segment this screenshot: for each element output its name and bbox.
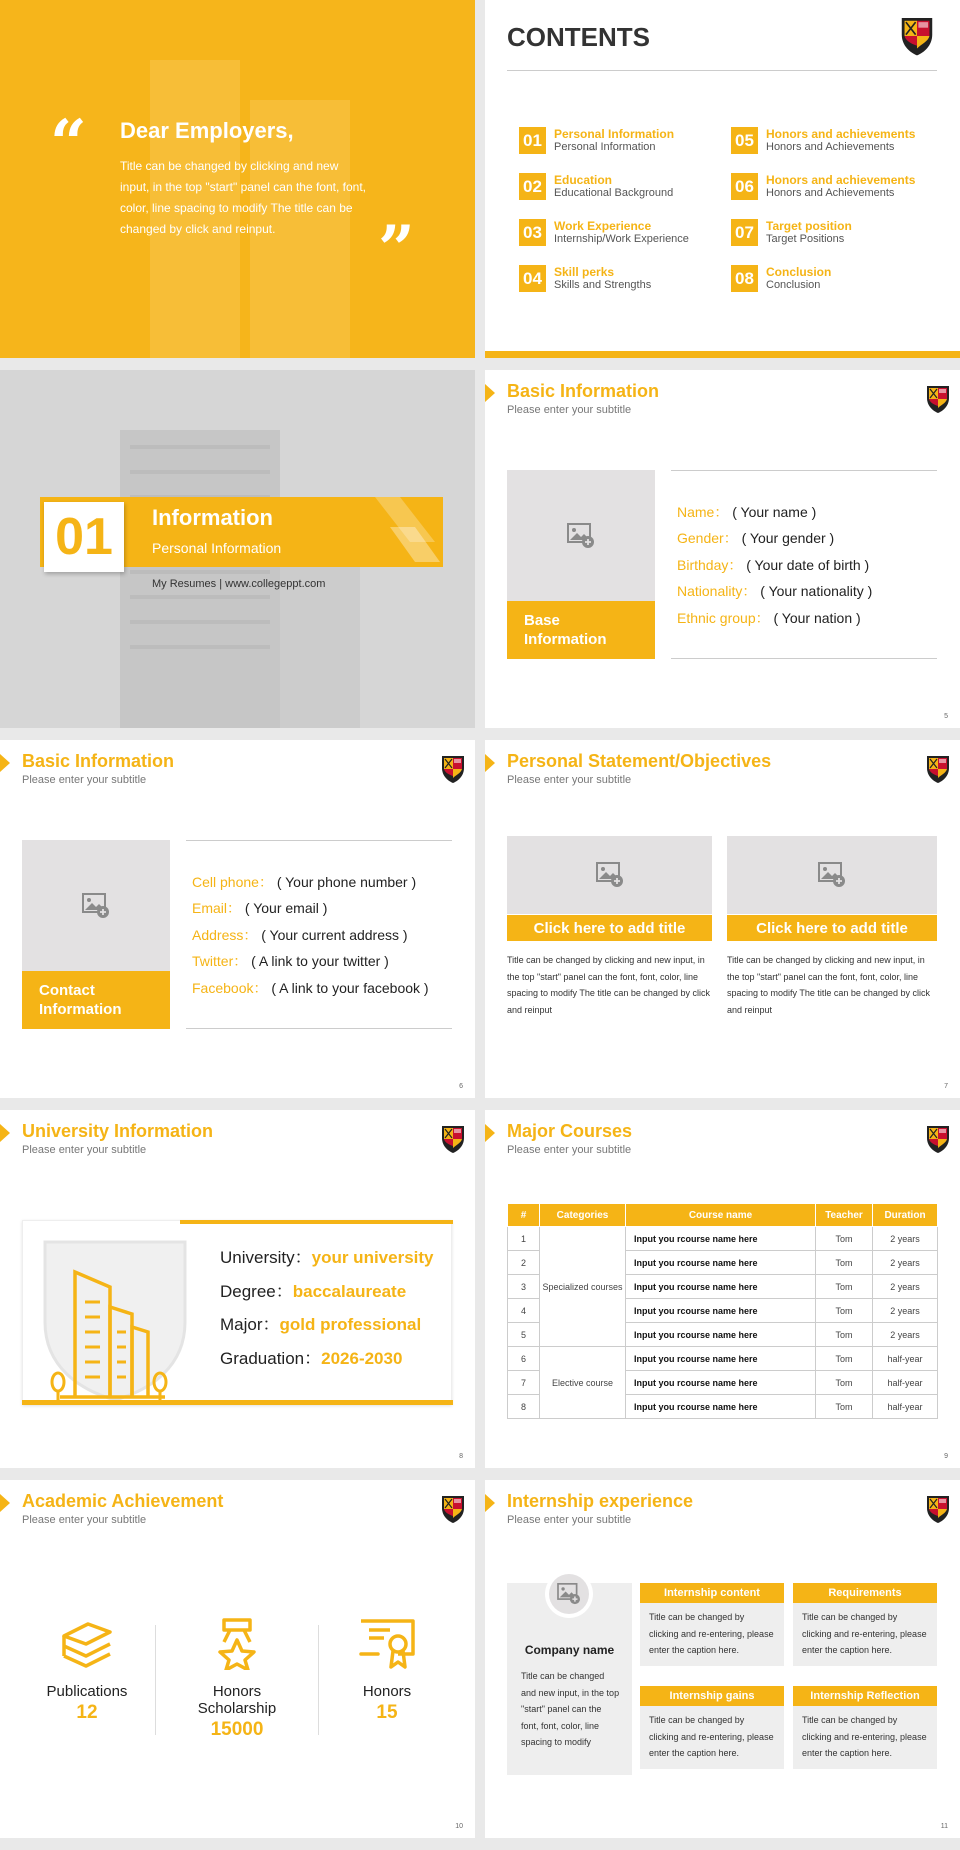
toc-item[interactable]	[519, 127, 674, 154]
slide-title: Personal Statement/Objectives	[507, 751, 772, 771]
toc-number: 02	[519, 173, 546, 200]
divider	[186, 840, 452, 841]
title-arrow-icon	[0, 1494, 10, 1512]
slide-dear-employers	[0, 0, 475, 358]
column-header: #	[508, 1204, 540, 1227]
box-body: Title can be changed by clicking and re-entering, please enter the caption here.	[649, 1612, 774, 1655]
page-number: 9	[944, 1453, 948, 1460]
internship-box	[793, 1583, 937, 1666]
info-label: Contact Information	[22, 971, 170, 1029]
toc-item[interactable]	[731, 265, 831, 292]
university-crest-icon	[925, 384, 951, 414]
achievement-item	[322, 1618, 452, 1724]
add-image-icon	[82, 893, 110, 919]
building-icon	[40, 1232, 190, 1402]
course-name: Input you rcourse name here	[626, 1323, 816, 1347]
medal-icon	[208, 1618, 266, 1670]
section-subtitle: Personal Information	[152, 540, 282, 556]
add-image-icon	[818, 862, 846, 888]
university-row	[220, 1243, 434, 1268]
company-body: Title can be changed and new input, in the top "start" panel can the font, font, color, line spacing to modify	[521, 1671, 620, 1747]
achievement-value: 12	[76, 1702, 98, 1723]
card-body: Title can be changed by clicking and new input, in the top "start" panel can the font, font, color, line spacing to modify The title can be changed by click and reinput	[507, 955, 710, 1015]
info-label: Base Information	[507, 601, 655, 659]
course-name: Input you rcourse name here	[626, 1227, 816, 1251]
divider	[186, 1028, 452, 1029]
teacher: Tom	[816, 1299, 873, 1323]
row-number: 3	[508, 1275, 540, 1299]
toc-subtitle: Honors and Achievements	[766, 140, 895, 153]
add-image-icon	[557, 1583, 581, 1605]
info-key: Twitter：	[192, 953, 248, 969]
greeting-body: Title can be changed by clicking and new input, in the top "start" panel can the font, font, color, line spacing to modify The title can be changed by click and reinput.	[120, 159, 367, 236]
teacher: Tom	[816, 1371, 873, 1395]
info-row	[677, 555, 869, 575]
books-icon	[58, 1618, 116, 1670]
toc-subtitle: Personal Information	[554, 140, 656, 153]
course-name: Input you rcourse name here	[626, 1275, 816, 1299]
toc-number: 06	[731, 173, 758, 200]
card-body: Title can be changed by clicking and new input, in the top "start" panel can the font, font, color, line spacing to modify The title can be changed by click and reinput	[727, 955, 930, 1015]
title-arrow-icon	[485, 1494, 495, 1512]
duration: half-year	[873, 1347, 938, 1371]
image-placeholder[interactable]	[507, 836, 712, 914]
toc-subtitle: Educational Background	[554, 186, 674, 199]
info-value: ( Your nation )	[773, 610, 861, 626]
slide-major-courses	[485, 1110, 960, 1468]
slide-subtitle: Please enter your subtitle	[507, 774, 632, 786]
toc-subtitle: Conclusion	[766, 278, 821, 291]
page-number: 11	[940, 1823, 948, 1830]
slide-section-header	[0, 370, 475, 728]
info-key: Ethnic group：	[677, 610, 770, 626]
toc-number: 07	[731, 219, 758, 246]
info-key: Cell phone：	[192, 874, 273, 890]
toc-item[interactable]	[519, 173, 673, 200]
info-key: Email：	[192, 900, 242, 916]
title-arrow-icon	[485, 754, 495, 772]
achievement-label: Honors Scholarship	[197, 1683, 277, 1717]
toc-number: 04	[519, 265, 546, 292]
achievement-item	[172, 1618, 302, 1741]
internship-box	[640, 1686, 784, 1769]
category-cell: Specialized courses	[540, 1227, 626, 1347]
row-number: 6	[508, 1347, 540, 1371]
info-key: Name：	[677, 504, 729, 520]
card-title-button[interactable]: Click here to add title	[507, 915, 712, 941]
duration: 2 years	[873, 1299, 938, 1323]
divider	[671, 658, 937, 659]
column-header: Categories	[540, 1204, 626, 1227]
info-value: ( A link to your facebook )	[271, 980, 429, 996]
achievement-item	[22, 1618, 152, 1724]
table-header	[508, 1204, 938, 1227]
box-title: Requirements	[793, 1583, 937, 1603]
box-body: Title can be changed by clicking and re-entering, please enter the caption here.	[802, 1612, 927, 1655]
row-value: baccalaureate	[292, 1282, 407, 1301]
accent-bar	[180, 1220, 453, 1224]
row-key: Graduation：	[220, 1349, 322, 1368]
column-header: Duration	[873, 1204, 938, 1227]
row-number: 8	[508, 1395, 540, 1419]
company-name: Company name	[524, 1643, 615, 1657]
toc-title: Conclusion	[766, 264, 832, 279]
info-key: Birthday：	[677, 557, 743, 573]
duration: half-year	[873, 1395, 938, 1419]
info-key: Facebook：	[192, 980, 268, 996]
title-arrow-icon	[485, 1124, 495, 1142]
duration: 2 years	[873, 1251, 938, 1275]
slide-university-information	[0, 1110, 475, 1468]
slide-academic-achievement	[0, 1480, 475, 1838]
duration: 2 years	[873, 1227, 938, 1251]
university-crest-icon	[925, 1494, 951, 1524]
toc-item[interactable]	[731, 219, 852, 246]
teacher: Tom	[816, 1251, 873, 1275]
row-key: University：	[220, 1248, 312, 1267]
category-cell: Elective course	[540, 1347, 626, 1419]
achievement-value: 15000	[210, 1719, 264, 1740]
page-number: 8	[459, 1453, 463, 1460]
row-value: gold professional	[279, 1315, 422, 1334]
box-title: Internship Reflection	[793, 1686, 937, 1706]
university-crest-icon	[925, 1124, 951, 1154]
slide-title: University Information	[22, 1121, 214, 1141]
info-value: ( Your date of birth )	[746, 557, 870, 573]
divider	[507, 70, 937, 71]
toc-number: 05	[731, 127, 758, 154]
duration: 2 years	[873, 1323, 938, 1347]
info-row	[677, 528, 834, 548]
close-quote-icon: ”	[378, 212, 415, 287]
info-value: ( A link to your twitter )	[251, 953, 389, 969]
toc-title: Skill perks	[554, 264, 615, 279]
greeting-heading: Dear Employers,	[120, 118, 294, 143]
slide-subtitle: Please enter your subtitle	[507, 1144, 632, 1156]
achievement-label: Honors	[362, 1683, 412, 1700]
toc-title: Work Experience	[554, 218, 652, 233]
course-name: Input you rcourse name here	[626, 1347, 816, 1371]
row-value: 2026-2030	[321, 1349, 403, 1368]
row-key: Major：	[220, 1315, 280, 1334]
toc-title: Honors and achievements	[766, 172, 916, 187]
info-value: ( Your phone number )	[276, 874, 417, 890]
toc-item[interactable]	[731, 173, 915, 200]
image-placeholder[interactable]	[507, 470, 655, 602]
section-title: Information	[152, 505, 273, 530]
teacher: Tom	[816, 1347, 873, 1371]
row-key: Degree：	[220, 1282, 293, 1301]
teacher: Tom	[816, 1323, 873, 1347]
page-number: 6	[459, 1083, 463, 1090]
teacher: Tom	[816, 1227, 873, 1251]
course-name: Input you rcourse name here	[626, 1395, 816, 1419]
slide-title: Internship experience	[507, 1491, 694, 1511]
duration: half-year	[873, 1371, 938, 1395]
slide-contact-information	[0, 740, 475, 1098]
info-row	[192, 898, 327, 918]
slide-contents	[485, 0, 960, 358]
toc-title: Target position	[766, 218, 852, 233]
slide-title: Basic Information	[507, 381, 660, 401]
duration: 2 years	[873, 1275, 938, 1299]
column-header: Teacher	[816, 1204, 873, 1227]
internship-box	[640, 1583, 784, 1666]
table-row	[508, 1347, 938, 1371]
section-footer: My Resumes | www.collegeppt.com	[152, 578, 326, 590]
box-title: Internship gains	[640, 1686, 784, 1706]
slide-subtitle: Please enter your subtitle	[22, 1514, 147, 1526]
page-number: 10	[455, 1823, 463, 1830]
toc-item[interactable]	[731, 127, 915, 154]
info-row	[677, 502, 816, 522]
info-row	[192, 925, 408, 945]
info-value: ( Your current address )	[261, 927, 408, 943]
page-number: 5	[944, 713, 948, 720]
image-placeholder[interactable]	[22, 840, 170, 972]
contents-title: CONTENTS	[507, 22, 650, 52]
internship-box	[793, 1686, 937, 1769]
toc-subtitle: Target Positions	[766, 232, 845, 245]
toc-subtitle: Skills and Strengths	[554, 278, 652, 291]
company-avatar[interactable]	[545, 1570, 593, 1618]
row-number: 4	[508, 1299, 540, 1323]
row-value: your university	[311, 1248, 434, 1267]
card-title-button[interactable]: Click here to add title	[727, 915, 937, 941]
info-row	[192, 951, 389, 971]
divider	[155, 1625, 156, 1735]
slide-internship-experience	[485, 1480, 960, 1838]
add-image-icon	[567, 523, 595, 549]
toc-title: Honors and achievements	[766, 126, 916, 141]
section-number: 01	[44, 502, 124, 572]
courses-table	[507, 1203, 938, 1419]
toc-number: 01	[519, 127, 546, 154]
toc-subtitle: Internship/Work Experience	[554, 232, 689, 245]
achievement-label: Publications	[46, 1683, 128, 1700]
box-body: Title can be changed by clicking and re-entering, please enter the caption here.	[649, 1715, 774, 1758]
info-row	[192, 978, 429, 998]
toc-number: 08	[731, 265, 758, 292]
info-row	[677, 608, 861, 628]
university-crest-icon	[925, 754, 951, 784]
university-crest-icon	[440, 1124, 466, 1154]
slide-basic-information	[485, 370, 960, 728]
toc-title: Personal Information	[554, 126, 675, 141]
accent-bar	[485, 351, 960, 358]
row-number: 7	[508, 1371, 540, 1395]
slide-title: Major Courses	[507, 1121, 633, 1141]
info-key: Address：	[192, 927, 258, 943]
divider	[318, 1625, 319, 1735]
university-crest-icon	[440, 754, 466, 784]
certificate-icon	[358, 1618, 416, 1670]
box-title: Internship content	[640, 1583, 784, 1603]
divider	[671, 470, 937, 471]
slide-subtitle: Please enter your subtitle	[22, 1144, 147, 1156]
course-name: Input you rcourse name here	[626, 1299, 816, 1323]
info-key: Nationality：	[677, 583, 757, 599]
info-value: ( Your gender )	[741, 530, 835, 546]
add-image-icon	[596, 862, 624, 888]
toc-number: 03	[519, 219, 546, 246]
toc-subtitle: Honors and Achievements	[766, 186, 895, 199]
box-body: Title can be changed by clicking and re-entering, please enter the caption here.	[802, 1715, 927, 1758]
decorative-stripes	[355, 497, 443, 567]
slide-personal-statement	[485, 740, 960, 1098]
university-row	[220, 1344, 402, 1369]
slide-subtitle: Please enter your subtitle	[507, 1514, 632, 1526]
info-value: ( Your email )	[244, 900, 328, 916]
row-number: 2	[508, 1251, 540, 1275]
info-row	[677, 581, 872, 601]
slide-title: Basic Information	[22, 751, 175, 771]
university-crest-icon	[899, 15, 935, 57]
teacher: Tom	[816, 1395, 873, 1419]
course-name: Input you rcourse name here	[626, 1371, 816, 1395]
slide-subtitle: Please enter your subtitle	[22, 774, 147, 786]
slide-title: Academic Achievement	[22, 1491, 224, 1511]
university-row	[220, 1277, 406, 1302]
toc-title: Education	[554, 172, 613, 187]
achievement-value: 15	[376, 1702, 398, 1723]
title-arrow-icon	[485, 384, 495, 402]
accent-bar	[22, 1400, 453, 1405]
course-name: Input you rcourse name here	[626, 1251, 816, 1275]
page-number: 7	[944, 1083, 948, 1090]
column-header: Course name	[626, 1204, 816, 1227]
image-placeholder[interactable]	[727, 836, 937, 914]
info-row	[192, 872, 416, 892]
university-row	[220, 1310, 421, 1335]
info-value: ( Your nationality )	[760, 583, 873, 599]
title-arrow-icon	[0, 1124, 10, 1142]
university-crest-icon	[440, 1494, 466, 1524]
row-number: 5	[508, 1323, 540, 1347]
teacher: Tom	[816, 1275, 873, 1299]
slide-subtitle: Please enter your subtitle	[507, 404, 632, 416]
info-key: Gender：	[677, 530, 738, 546]
toc-item[interactable]	[519, 265, 651, 292]
table-row	[508, 1227, 938, 1251]
toc-item[interactable]	[519, 219, 689, 246]
title-arrow-icon	[0, 754, 10, 772]
info-value: ( Your name )	[732, 504, 817, 520]
row-number: 1	[508, 1227, 540, 1251]
open-quote-icon: “	[50, 106, 87, 181]
